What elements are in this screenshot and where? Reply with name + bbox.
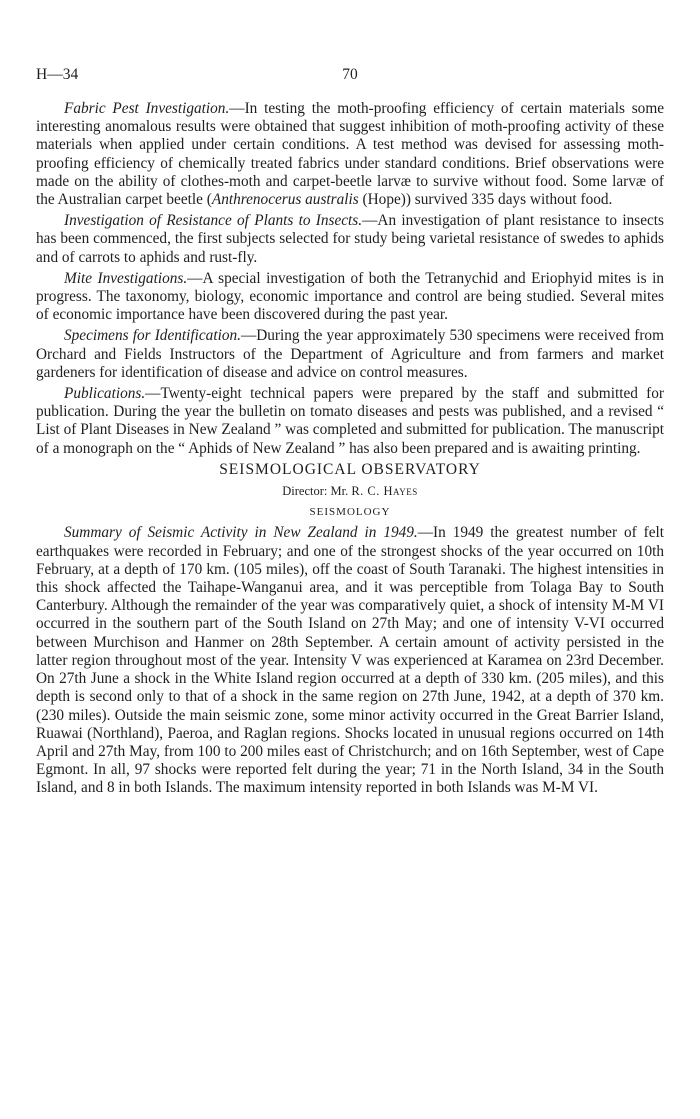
paragraph-publications [36,385,664,458]
section-title: SEISMOLOGICAL OBSERVATORY [219,460,481,478]
paragraph-heading: Mite Investigations. [64,269,188,287]
paragraph-heading: Specimens for Identification. [64,327,241,345]
paragraph-plant-resistance [36,212,664,267]
paragraph-fabric-pest [36,100,664,209]
paragraph-mite-investigations [36,270,664,325]
paragraph-text: —A special investigation of both the Tetranychid and Eriophyid mites is in progress. The taxonomy, biology, economic importance and control are being studied. Several mites of economic importance have been discovered during the past year. [36,269,664,324]
paragraph-text: —An investigation of plant resistance to insects has been commenced, the first subjects selected for study being varietal resistance of swedes to aphids and of carrots to aphids and rust-fly. [36,212,664,266]
body-text [36,100,664,801]
paragraph-text-end: (Hope)) survived 335 days without food. [358,191,613,209]
document-reference: H—34 [36,66,79,83]
paragraph-text: —In testing the moth-proofing efficiency of certain materials some interesting anomalous results were obtained that suggest inhibition of moth-proofing activity of these materials when applied under certain conditions. A test method was devised for assessing moth-proofing efficiency of chemically treated fabrics under standard conditions. Brief observations were made on the ability of clothes-moth and carpet-beetle larvæ to survive without food. Some larvæ of the Australian carpet beetle ( [36,100,665,209]
subsection-title: SEISMOLOGY [309,506,391,519]
page-number: 70 [342,66,358,83]
paragraph-text: —Twenty-eight technical papers were prepared by the staff and submitted for publication. During the year the bulletin on tomato diseases and pests was published, and a revised “ List of Plant Diseases in New Zealand ” was completed and submitted for publication. The manuscript of a monograph on the “ Aphids of New Zealand ” has also been prepared and is awaiting printing. [36,385,664,457]
director-label: Director: Mr. [282,484,349,499]
species-name: Anthrenocerus australis [211,191,359,209]
paragraph-heading: Summary of Seismic Activity in New Zealand in 1949. [64,524,418,542]
director-name: R. C. Hayes [351,484,418,499]
paragraph-heading: Investigation of Resistance of Plants to Insects. [64,212,363,230]
paragraph-text: —In 1949 the greatest number of felt earthquakes were recorded in February; and one of the strongest shocks of the year occurred on 10th February, at a depth of 170 km. (105 miles), off the coast of South Taranaki. The highest intensities in this shock affected the Taihape-Wanganui area, and it was perceptible from Tolaga Bay to South Canterbury. Although the remainder of the year was comparatively quiet, a shock of intensity M-M VI occurred in the southern part of the South Island on 27th May; and one of intensity V-VI occurred between Murchison and Hanmer on 28th September. A certain amount of activity persisted in the latter region throughout most of the year. Intensity V was experienced at Karamea on 23rd December. On 27th June a shock in the White Island region occurred at a depth of 330 km. (205 miles), and this depth is second only to that of a shock in the same region on 27th June, 1942, at a depth of 370 km. (230 miles). Outside the main seismic zone, some minor activity occurred in the Great Barrier Island, Ruawai (Northland), Paeroa, and Raglan regions. Shocks located in unusual regions occurred on 14th April and 27th May, from 100 to 200 miles east of Christchurch; and on 16th September, west of Cape Egmont. In all, 97 shocks were reported felt during the year; 71 in the North Island, 34 in the South Island, and 8 in both Islands. The maximum intensity reported in both Islands was M-M VI. [36,524,664,797]
page-header [36,66,664,86]
paragraph-text: —During the year approximately 530 specimens were received from Orchard and Fields Instructors of the Department of Agriculture and from farmers and market gardeners for identification of disease and advice on control measures. [36,327,664,381]
paragraph-heading: Publications. [64,385,146,403]
paragraph-heading: Fabric Pest Investigation. [64,100,230,117]
director-line [36,482,664,500]
paragraph-specimens [36,327,664,382]
paragraph-seismic-summary [36,524,664,797]
